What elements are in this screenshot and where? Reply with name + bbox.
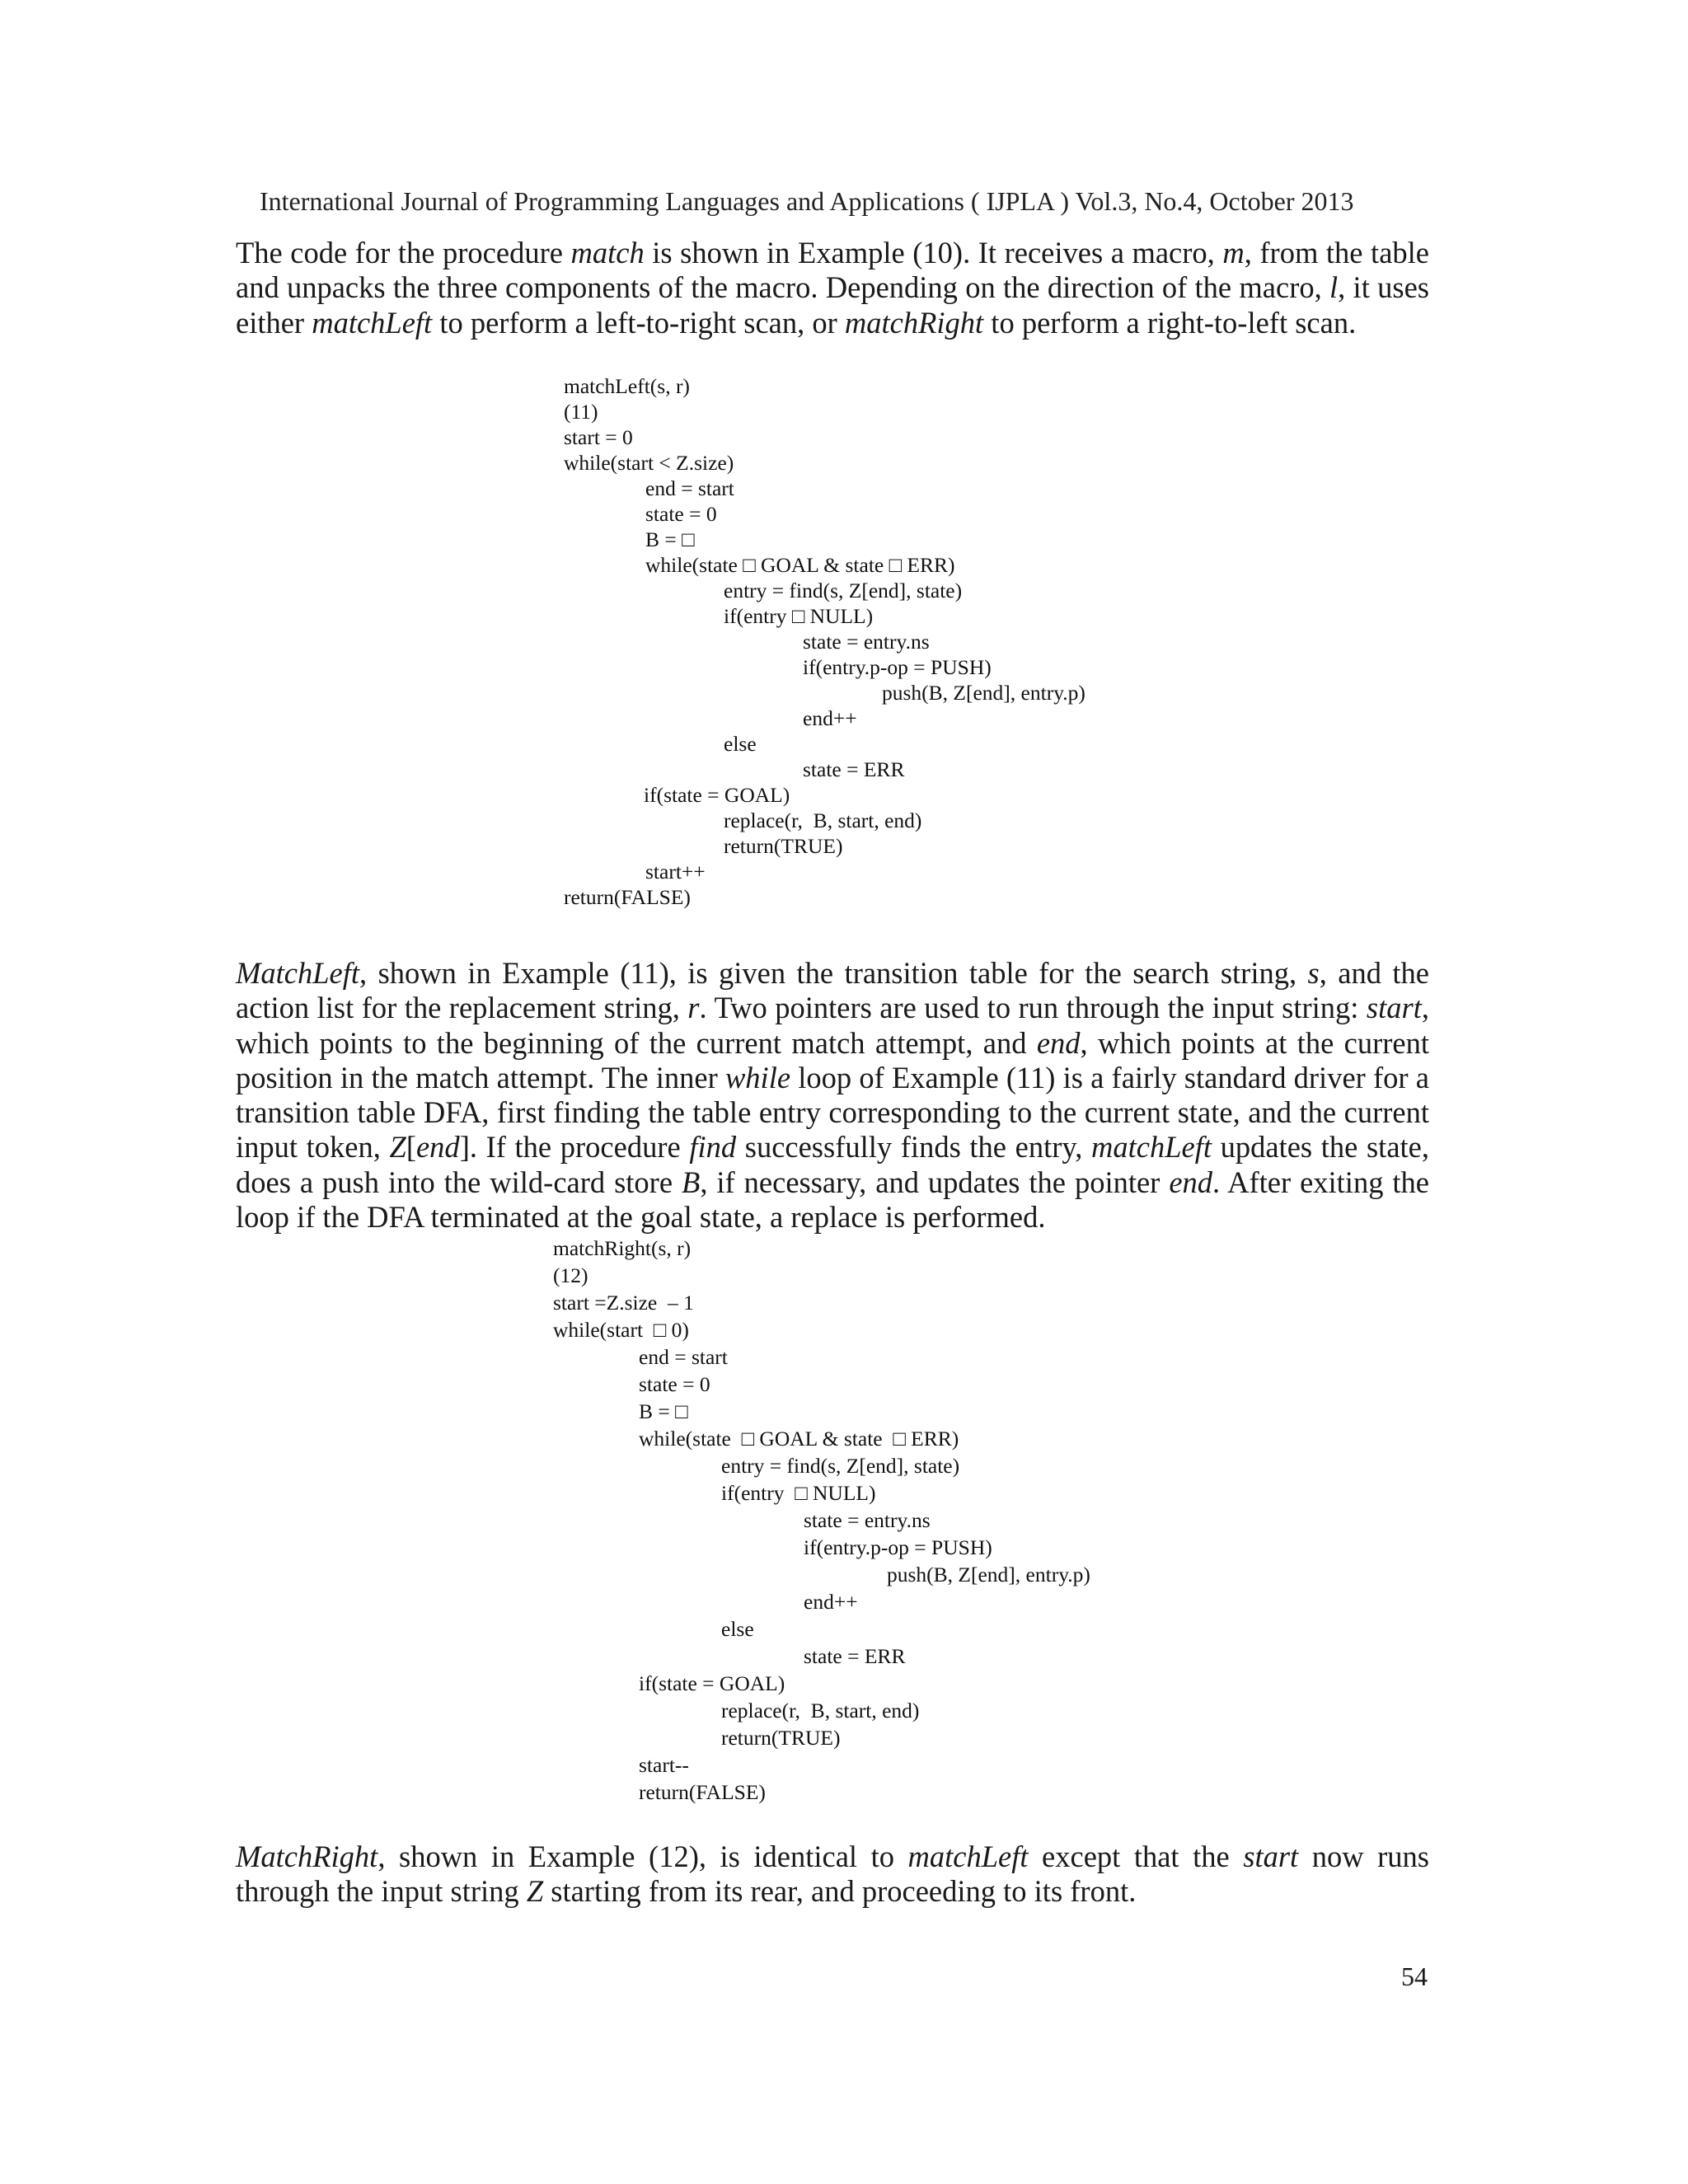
- code-line: replace(r, B, start, end): [724, 808, 922, 832]
- code-line: else: [721, 1617, 754, 1641]
- text-run: except that the: [1028, 1840, 1244, 1873]
- code-line: end++: [803, 706, 857, 730]
- emphasis: end: [1169, 1165, 1213, 1199]
- emphasis: start: [1366, 991, 1422, 1025]
- code-line: end++: [804, 1590, 858, 1614]
- emphasis: Z: [389, 1130, 406, 1165]
- text-run: starting from its rear, and proceeding to its front.: [543, 1874, 1137, 1909]
- emphasis: r: [687, 991, 700, 1025]
- code-line: state = ERR: [804, 1644, 906, 1668]
- emphasis: while: [724, 1060, 791, 1094]
- text-run: The code for the procedure: [236, 236, 571, 269]
- code-line: if(state = GOAL): [639, 1671, 785, 1695]
- code-line: (11): [564, 400, 598, 424]
- text-run: , shown in Example (11), is given the transition table for the search string,: [359, 956, 1308, 990]
- code-line: entry = find(s, Z[end], state): [724, 579, 963, 602]
- emphasis: match: [570, 236, 645, 269]
- code-line: while(state □ GOAL & state □ ERR): [639, 1427, 959, 1451]
- text-run: , which points at the current position in the match attempt. The inner: [236, 1025, 1429, 1094]
- text-run: , shown in Example (12), is identical to: [377, 1840, 908, 1873]
- code-line: start++: [645, 860, 706, 883]
- code-line: return(FALSE): [639, 1780, 766, 1804]
- code-line: else: [724, 732, 757, 756]
- code-line: entry = find(s, Z[end], state): [721, 1454, 960, 1478]
- text-run: updates the state, does a push into the wild-card store: [236, 1130, 1429, 1199]
- text-run: ]. If the procedure: [459, 1130, 690, 1165]
- code-line: B = □: [639, 1399, 688, 1423]
- paragraph-matchleft-description: [236, 956, 1429, 1235]
- code-line: matchRight(s, r): [553, 1236, 692, 1260]
- text-run: to perform a right-to-left scan.: [983, 305, 1357, 340]
- running-header: International Journal of Programming Languages and Applications ( IJPLA ) Vol.3, No.4, October 2013: [260, 186, 1354, 216]
- emphasis: m: [1222, 236, 1245, 269]
- emphasis: l: [1329, 270, 1339, 305]
- code-line: if(state = GOAL): [644, 783, 790, 807]
- code-line: if(entry.p-op = PUSH): [804, 1535, 992, 1559]
- code-line: push(B, Z[end], entry.p): [882, 681, 1085, 705]
- code-line: while(state □ GOAL & state □ ERR): [645, 553, 955, 577]
- code-line: if(entry □ NULL): [721, 1481, 876, 1505]
- emphasis: MatchLeft: [236, 956, 360, 990]
- text-run: , and the action list for the replacement string,: [236, 956, 1429, 1025]
- code-line: B = □: [645, 527, 695, 551]
- code-line: state = entry.ns: [803, 630, 930, 654]
- code-line: state = 0: [645, 502, 717, 526]
- text-run: , if necessary, and updates the pointer: [700, 1165, 1170, 1199]
- emphasis: B: [682, 1165, 701, 1199]
- text-run: successfully finds the entry,: [736, 1130, 1092, 1165]
- code-line: end = start: [645, 476, 734, 500]
- code-line: return(FALSE): [564, 885, 691, 909]
- emphasis: matchRight: [844, 305, 984, 340]
- emphasis: matchLeft: [1091, 1130, 1212, 1165]
- emphasis: matchLeft: [907, 1840, 1029, 1873]
- code-line: while(start < Z.size): [564, 451, 734, 475]
- code-line: state = entry.ns: [804, 1508, 931, 1532]
- code-line: while(start □ 0): [553, 1318, 689, 1342]
- code-line: replace(r, B, start, end): [721, 1699, 920, 1722]
- text-run: , it uses either: [236, 270, 1429, 340]
- code-line: start--: [639, 1753, 689, 1777]
- code-listing-matchleft: [564, 374, 1141, 918]
- code-line: start =Z.size – 1: [553, 1291, 694, 1315]
- paragraph-matchright-description: [236, 1840, 1429, 1910]
- code-line: (12): [553, 1263, 588, 1287]
- code-line: state = ERR: [803, 757, 905, 781]
- emphasis: MatchRight: [236, 1840, 378, 1873]
- text-run: . Two pointers are used to run through the input string:: [699, 991, 1367, 1025]
- code-line: end = start: [639, 1345, 728, 1369]
- code-line: return(TRUE): [721, 1726, 841, 1750]
- text-run: is shown in Example (10). It receives a macro,: [644, 236, 1223, 269]
- emphasis: end: [1036, 1025, 1081, 1060]
- emphasis: s: [1307, 956, 1320, 990]
- paragraph-match-procedure: [236, 236, 1429, 340]
- code-line: return(TRUE): [724, 834, 843, 858]
- code-line: matchLeft(s, r): [564, 374, 690, 398]
- emphasis: Z: [526, 1874, 544, 1909]
- text-run: [: [406, 1130, 416, 1165]
- text-run: , which points to the beginning of the current match attempt, and: [236, 991, 1429, 1060]
- code-line: if(entry.p-op = PUSH): [803, 655, 992, 679]
- text-run: , from the table and unpacks the three components of the macro. Depending on the direction of the macro,: [236, 236, 1429, 305]
- code-line: if(entry □ NULL): [724, 604, 874, 628]
- text-run: . After exiting the loop if the DFA terminated at the goal state, a replace is performed.: [236, 1165, 1430, 1235]
- emphasis: start: [1243, 1840, 1299, 1873]
- emphasis: find: [689, 1130, 737, 1165]
- text-run: to perform a left-to-right scan, or: [432, 305, 845, 340]
- code-line: start = 0: [564, 425, 633, 449]
- emphasis: end: [415, 1130, 460, 1165]
- emphasis: matchLeft: [312, 305, 433, 340]
- text-run: now runs through the input string: [236, 1840, 1429, 1909]
- page-number: 54: [1401, 1961, 1428, 1991]
- code-line: state = 0: [639, 1372, 710, 1396]
- code-listing-matchright: [553, 1236, 1146, 1805]
- code-line: push(B, Z[end], entry.p): [887, 1563, 1090, 1586]
- text-run: loop of Example (11) is a fairly standard driver for a transition table DFA, first finding the table entry corresponding to the current state, and the current input token,: [236, 1060, 1429, 1165]
